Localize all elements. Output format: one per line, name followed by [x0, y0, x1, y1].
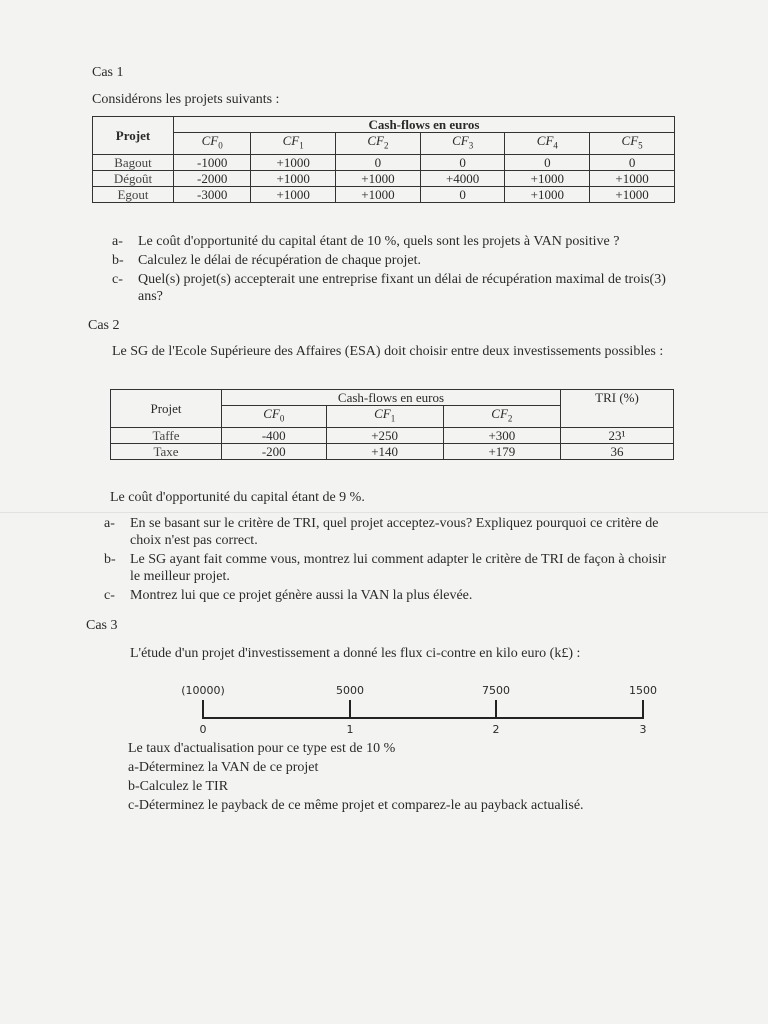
cf-value: +1000 — [505, 186, 590, 202]
cf-value: 0 — [420, 186, 505, 202]
project-name: Taxe — [111, 443, 222, 459]
cas1-cashflow-table — [92, 116, 675, 203]
question-letter: c- — [112, 272, 123, 287]
cf-value: +4000 — [420, 170, 505, 186]
question-text: Le SG ayant fait comme vous, montrez lui comment adapter le critère de TRI de façon à choisir le meilleur projet. — [130, 552, 667, 584]
tri-value: 36 — [561, 443, 674, 459]
timeline-period: 3 — [639, 723, 647, 736]
table-header-tri: TRI (%) — [561, 390, 674, 428]
cas1-intro: Considérons les projets suivants : — [92, 92, 280, 107]
cf-value: +1000 — [590, 170, 675, 186]
cf-value: -200 — [222, 443, 327, 459]
table-header-cashflows: Cash-flows en euros — [174, 117, 675, 133]
timeline-period: 1 — [346, 723, 354, 736]
cf-value: -2000 — [174, 170, 251, 186]
cf-header-1: $CF_1$ — [251, 133, 336, 155]
cas3-question-a: a-Déterminez la VAN de ce projet — [128, 760, 319, 775]
paper-fold-line — [0, 512, 768, 513]
cf-value: +250 — [326, 427, 443, 443]
cf-value: 0 — [336, 154, 421, 170]
cf-header-5: $CF_5$ — [590, 133, 675, 155]
project-name: Taffe — [111, 427, 222, 443]
timeline-value: (10000) — [181, 684, 225, 697]
cf-header-0: $CF_0$ — [222, 406, 327, 428]
question-item — [104, 515, 678, 549]
cas1-title: Cas 1 — [92, 65, 124, 80]
project-name: Dégoût — [93, 170, 174, 186]
timeline-axis — [203, 717, 644, 719]
question-letter: b- — [104, 552, 116, 567]
timeline-value: 1500 — [629, 684, 657, 697]
cf-header-2: $CF_2$ — [336, 133, 421, 155]
question-item — [104, 587, 678, 604]
cf-value: +1000 — [251, 186, 336, 202]
cf-header-row — [93, 133, 675, 155]
question-text: Le coût d'opportunité du capital étant de 10 %, quels sont les projets à VAN positive ? — [138, 234, 620, 249]
project-name: Egout — [93, 186, 174, 202]
cf-header-0: $CF_0$ — [174, 133, 251, 155]
cas2-rate: Le coût d'opportunité du capital étant de 9 %. — [110, 490, 365, 505]
table-row — [93, 154, 675, 170]
timeline-value: 7500 — [482, 684, 510, 697]
cf-value: +1000 — [251, 170, 336, 186]
timeline-tick — [495, 700, 497, 719]
table-row — [93, 170, 675, 186]
question-letter: a- — [104, 516, 115, 531]
question-text: Calculez le délai de récupération de chaque projet. — [138, 253, 421, 268]
question-letter: c- — [104, 588, 115, 603]
cas2-title: Cas 2 — [88, 318, 120, 333]
cf-value: -1000 — [174, 154, 251, 170]
cf-value: +1000 — [590, 186, 675, 202]
cf-value: +179 — [443, 443, 560, 459]
cas3-question-c: c-Déterminez le payback de ce même projet et comparez-le au payback actualisé. — [128, 798, 584, 813]
cf-header-1: $CF_1$ — [326, 406, 443, 428]
question-text: Montrez lui que ce projet génère aussi la VAN la plus élevée. — [130, 588, 473, 603]
table-header-project: Projet — [93, 117, 174, 155]
table-header-project: Projet — [111, 390, 222, 428]
question-text: En se basant sur le critère de TRI, quel projet acceptez-vous? Expliquez pourquoi ce critère de choix n'est pas correct. — [130, 516, 659, 548]
question-item — [112, 233, 677, 250]
question-item — [104, 551, 678, 585]
cf-value: +1000 — [505, 170, 590, 186]
cf-header-2: $CF_2$ — [443, 406, 560, 428]
timeline-value: 5000 — [336, 684, 364, 697]
cf-value: +300 — [443, 427, 560, 443]
cf-value: 0 — [505, 154, 590, 170]
cf-value: -3000 — [174, 186, 251, 202]
cas1-questions — [112, 233, 677, 307]
cf-value: +1000 — [336, 186, 421, 202]
cf-value: 0 — [590, 154, 675, 170]
question-item — [112, 252, 677, 269]
timeline-period: 0 — [199, 723, 207, 736]
cf-header-3: $CF_3$ — [420, 133, 505, 155]
cas3-question-b: b-Calculez le TIR — [128, 779, 229, 794]
project-name: Bagout — [93, 154, 174, 170]
table-row — [93, 186, 675, 202]
cf-value: +140 — [326, 443, 443, 459]
question-letter: b- — [112, 253, 124, 268]
tri-value: 23¹ — [561, 427, 674, 443]
timeline-tick — [202, 700, 204, 719]
cf-value: 0 — [420, 154, 505, 170]
question-text: Quel(s) projet(s) accepterait une entreprise fixant un délai de récupération maximal de trois(3) ans? — [138, 272, 666, 304]
cf-header-4: $CF_4$ — [505, 133, 590, 155]
timeline-tick — [642, 700, 644, 719]
cas2-cashflow-table — [110, 389, 674, 460]
table-row — [111, 443, 674, 459]
question-letter: a- — [112, 234, 123, 249]
cf-value: +1000 — [336, 170, 421, 186]
timeline-period: 2 — [492, 723, 500, 736]
cf-value: +1000 — [251, 154, 336, 170]
cas2-questions — [104, 515, 678, 606]
table-row — [111, 427, 674, 443]
question-item — [112, 271, 677, 305]
cas3-rate: Le taux d'actualisation pour ce type est de 10 % — [128, 741, 396, 756]
cas3-title: Cas 3 — [86, 618, 118, 633]
table-header-cashflows: Cash-flows en euros — [222, 390, 561, 406]
cas2-intro: Le SG de l'Ecole Supérieure des Affaires (ESA) doit choisir entre deux investissements possibles : — [112, 344, 664, 359]
cas3-intro: L'étude d'un projet d'investissement a donné les flux ci-contre en kilo euro (k£) : — [130, 646, 581, 661]
cf-value: -400 — [222, 427, 327, 443]
timeline-tick — [349, 700, 351, 719]
